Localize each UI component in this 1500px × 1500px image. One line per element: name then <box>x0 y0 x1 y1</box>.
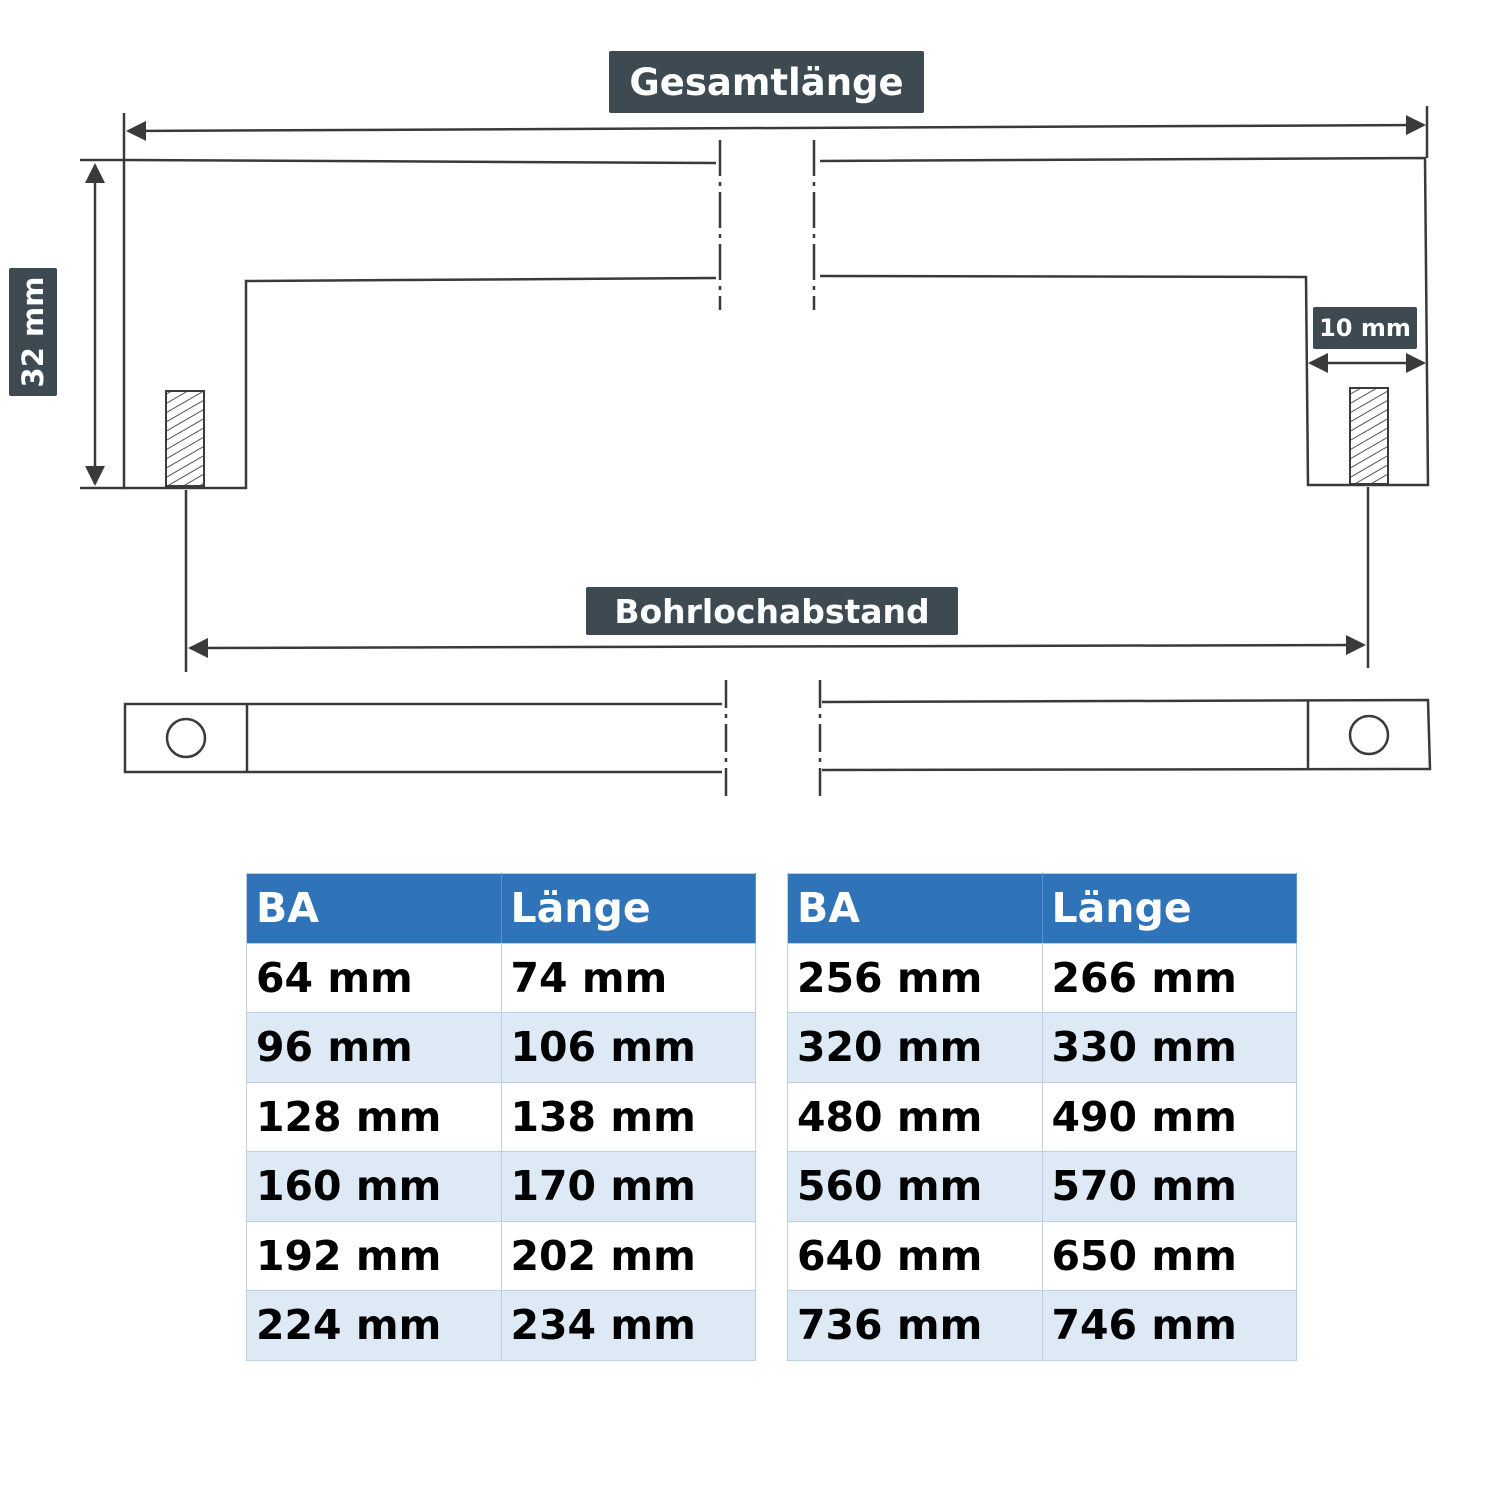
table-cell: 746 mm <box>1042 1291 1297 1361</box>
table-header-row <box>788 874 1297 944</box>
height-label: 32 mm <box>9 268 57 396</box>
handle-top-right <box>822 700 1430 770</box>
table-cell: 560 mm <box>788 1152 1043 1222</box>
table-row <box>788 1152 1297 1222</box>
table-row <box>788 943 1297 1013</box>
table-cell: 202 mm <box>501 1221 756 1291</box>
width-label: 10 mm <box>1313 307 1417 349</box>
table-cell: 192 mm <box>247 1221 502 1291</box>
table-row <box>247 1291 756 1361</box>
table-cell: 256 mm <box>788 943 1043 1013</box>
table-cell: 570 mm <box>1042 1152 1297 1222</box>
table-row <box>788 1013 1297 1083</box>
total-length-label: Gesamtlänge <box>609 51 924 113</box>
table-cell: 266 mm <box>1042 943 1297 1013</box>
size-table-left <box>246 873 756 1361</box>
hole-distance-label: Bohrlochabstand <box>586 587 958 635</box>
table-cell: 74 mm <box>501 943 756 1013</box>
table-cell: 170 mm <box>501 1152 756 1222</box>
column-header-length: Länge <box>501 874 756 944</box>
table-cell: 234 mm <box>501 1291 756 1361</box>
table-cell: 106 mm <box>501 1013 756 1083</box>
table-cell: 640 mm <box>788 1221 1043 1291</box>
drill-hole-left <box>167 719 205 757</box>
table-cell: 330 mm <box>1042 1013 1297 1083</box>
thread-insert-left <box>166 391 204 486</box>
table-cell: 64 mm <box>247 943 502 1013</box>
handle-top-left <box>125 704 722 772</box>
table-cell: 160 mm <box>247 1152 502 1222</box>
table-cell: 736 mm <box>788 1291 1043 1361</box>
hole-distance-dimension-line <box>190 645 1364 648</box>
table-cell: 650 mm <box>1042 1221 1297 1291</box>
table-row <box>788 1291 1297 1361</box>
drill-hole-right <box>1350 716 1388 754</box>
column-header-ba: BA <box>247 874 502 944</box>
total-length-dimension-line <box>128 125 1424 131</box>
table-cell: 138 mm <box>501 1082 756 1152</box>
table-row <box>788 1221 1297 1291</box>
table-cell: 128 mm <box>247 1082 502 1152</box>
table-header-row <box>247 874 756 944</box>
table-row <box>247 1013 756 1083</box>
column-header-ba: BA <box>788 874 1043 944</box>
table-row <box>247 943 756 1013</box>
thread-insert-right <box>1350 388 1388 484</box>
table-cell: 320 mm <box>788 1013 1043 1083</box>
table-cell: 480 mm <box>788 1082 1043 1152</box>
handle-side-left <box>124 160 716 488</box>
table-row <box>247 1152 756 1222</box>
table-cell: 96 mm <box>247 1013 502 1083</box>
table-row <box>247 1082 756 1152</box>
size-table-right <box>787 873 1297 1361</box>
column-header-length: Länge <box>1042 874 1297 944</box>
table-cell: 224 mm <box>247 1291 502 1361</box>
table-row <box>247 1221 756 1291</box>
table-cell: 490 mm <box>1042 1082 1297 1152</box>
table-row <box>788 1082 1297 1152</box>
